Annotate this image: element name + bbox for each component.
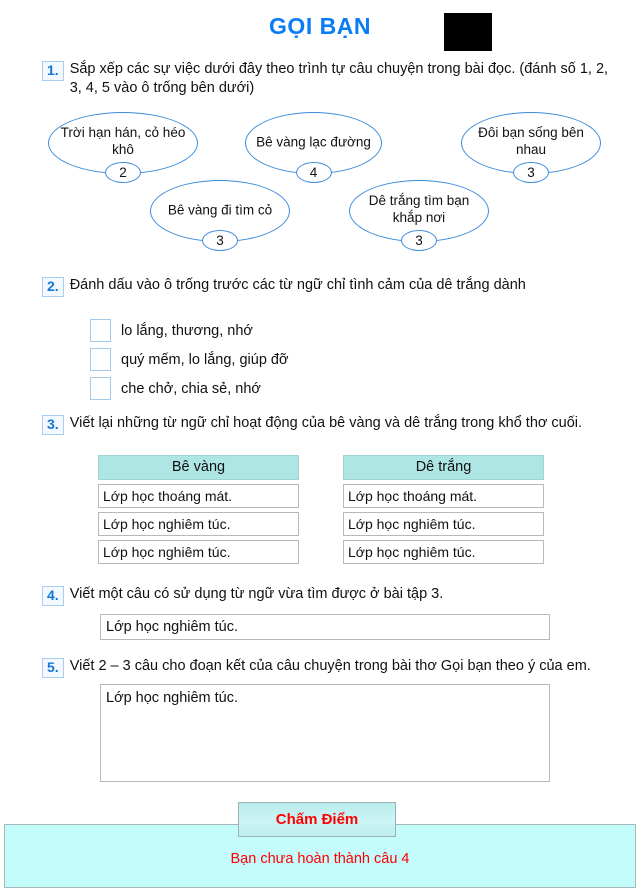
- question-3-heading: [42, 414, 632, 435]
- question-2-prompt: Đánh dấu vào ô trống trước các từ ngữ chỉ tình cảm của dê trắng dành: [69, 277, 526, 293]
- column-header: Bê vàng: [98, 455, 299, 480]
- table-column-de-trang: [343, 455, 544, 568]
- option-row[interactable]: [90, 345, 289, 374]
- table-column-be-vang: [98, 455, 299, 568]
- sequence-ellipse-label: Bê vàng đi tìm cỏ: [167, 202, 273, 218]
- question-5: [42, 657, 632, 678]
- question-3: [42, 414, 632, 435]
- answer-input[interactable]: [98, 512, 299, 536]
- option-row[interactable]: [90, 374, 289, 403]
- grade-button[interactable]: Chấm Điểm: [238, 802, 396, 837]
- question-4-heading: [42, 585, 622, 606]
- question-2: [42, 276, 622, 297]
- sequence-ellipse-3[interactable]: [461, 112, 601, 180]
- redacted-black-box: [444, 13, 492, 51]
- question-2-heading: [42, 276, 622, 297]
- question-3-table: [98, 455, 544, 568]
- sequence-ellipse-label: Đôi bạn sống bên nhau: [478, 124, 584, 157]
- question-5-heading: [42, 657, 632, 678]
- question-3-prompt: Viết lại những từ ngữ chỉ hoạt động của bê vàng và dê trắng trong khổ thơ cuối.: [69, 415, 583, 431]
- sequence-order-badge[interactable]: 4: [296, 162, 332, 183]
- sequence-ellipse-1[interactable]: [48, 112, 198, 180]
- sequence-ellipse-5[interactable]: [349, 180, 489, 248]
- sequence-ellipse-2[interactable]: [245, 112, 382, 180]
- checkbox-option-2[interactable]: [90, 348, 111, 371]
- question-1-number: 1.: [42, 61, 64, 81]
- result-message: Bạn chưa hoàn thành câu 4: [230, 851, 410, 867]
- question-1-prompt: Sắp xếp các sự việc dưới đây theo trình tự câu chuyện trong bài đọc. (đánh số 1, 2, 3, 4, 5 vào ô trống bên dưới): [69, 61, 609, 96]
- checkbox-option-3[interactable]: [90, 377, 111, 400]
- sequence-ellipse-label: Trời hạn hán, cỏ héo khô: [60, 124, 186, 157]
- question-1-heading: [42, 60, 622, 98]
- sequence-order-badge[interactable]: 3: [202, 230, 238, 251]
- sequence-ellipse-4[interactable]: [150, 180, 290, 248]
- question-5-number: 5.: [42, 658, 64, 678]
- question-1-ellipse-area: [0, 110, 640, 265]
- question-4-prompt: Viết một câu có sử dụng từ ngữ vừa tìm được ở bài tập 3.: [69, 586, 444, 602]
- question-5-answer-textarea[interactable]: [100, 684, 550, 782]
- sequence-order-badge[interactable]: 3: [513, 162, 549, 183]
- option-label: che chở, chia sẻ, nhớ: [121, 380, 261, 397]
- option-row[interactable]: [90, 316, 289, 345]
- option-label: lo lắng, thương, nhớ: [121, 322, 253, 339]
- answer-input[interactable]: [343, 540, 544, 564]
- column-header: Dê trắng: [343, 455, 544, 480]
- question-3-number: 3.: [42, 415, 64, 435]
- answer-input[interactable]: [343, 512, 544, 536]
- sequence-ellipse-label: Bê vàng lạc đường: [256, 134, 371, 150]
- page-header: [0, 0, 640, 56]
- question-2-number: 2.: [42, 277, 64, 297]
- sequence-ellipse-label: Dê trắng tìm bạn khắp nơi: [368, 192, 470, 225]
- question-5-prompt: Viết 2 – 3 câu cho đoạn kết của câu chuyện trong bài thơ Gọi bạn theo ý của em.: [69, 658, 591, 674]
- sequence-order-badge[interactable]: 3: [401, 230, 437, 251]
- question-4-answer-input[interactable]: [100, 614, 550, 640]
- page-title: GỌI BẠN: [269, 13, 371, 39]
- question-2-options: [90, 316, 289, 403]
- sequence-order-badge[interactable]: 2: [105, 162, 141, 183]
- answer-input[interactable]: [98, 540, 299, 564]
- question-1: [42, 60, 622, 98]
- option-label: quý mếm, lo lắng, giúp đỡ: [121, 351, 289, 368]
- answer-input[interactable]: [98, 484, 299, 508]
- question-4: [42, 585, 622, 606]
- answer-input[interactable]: [343, 484, 544, 508]
- checkbox-option-1[interactable]: [90, 319, 111, 342]
- question-4-number: 4.: [42, 586, 64, 606]
